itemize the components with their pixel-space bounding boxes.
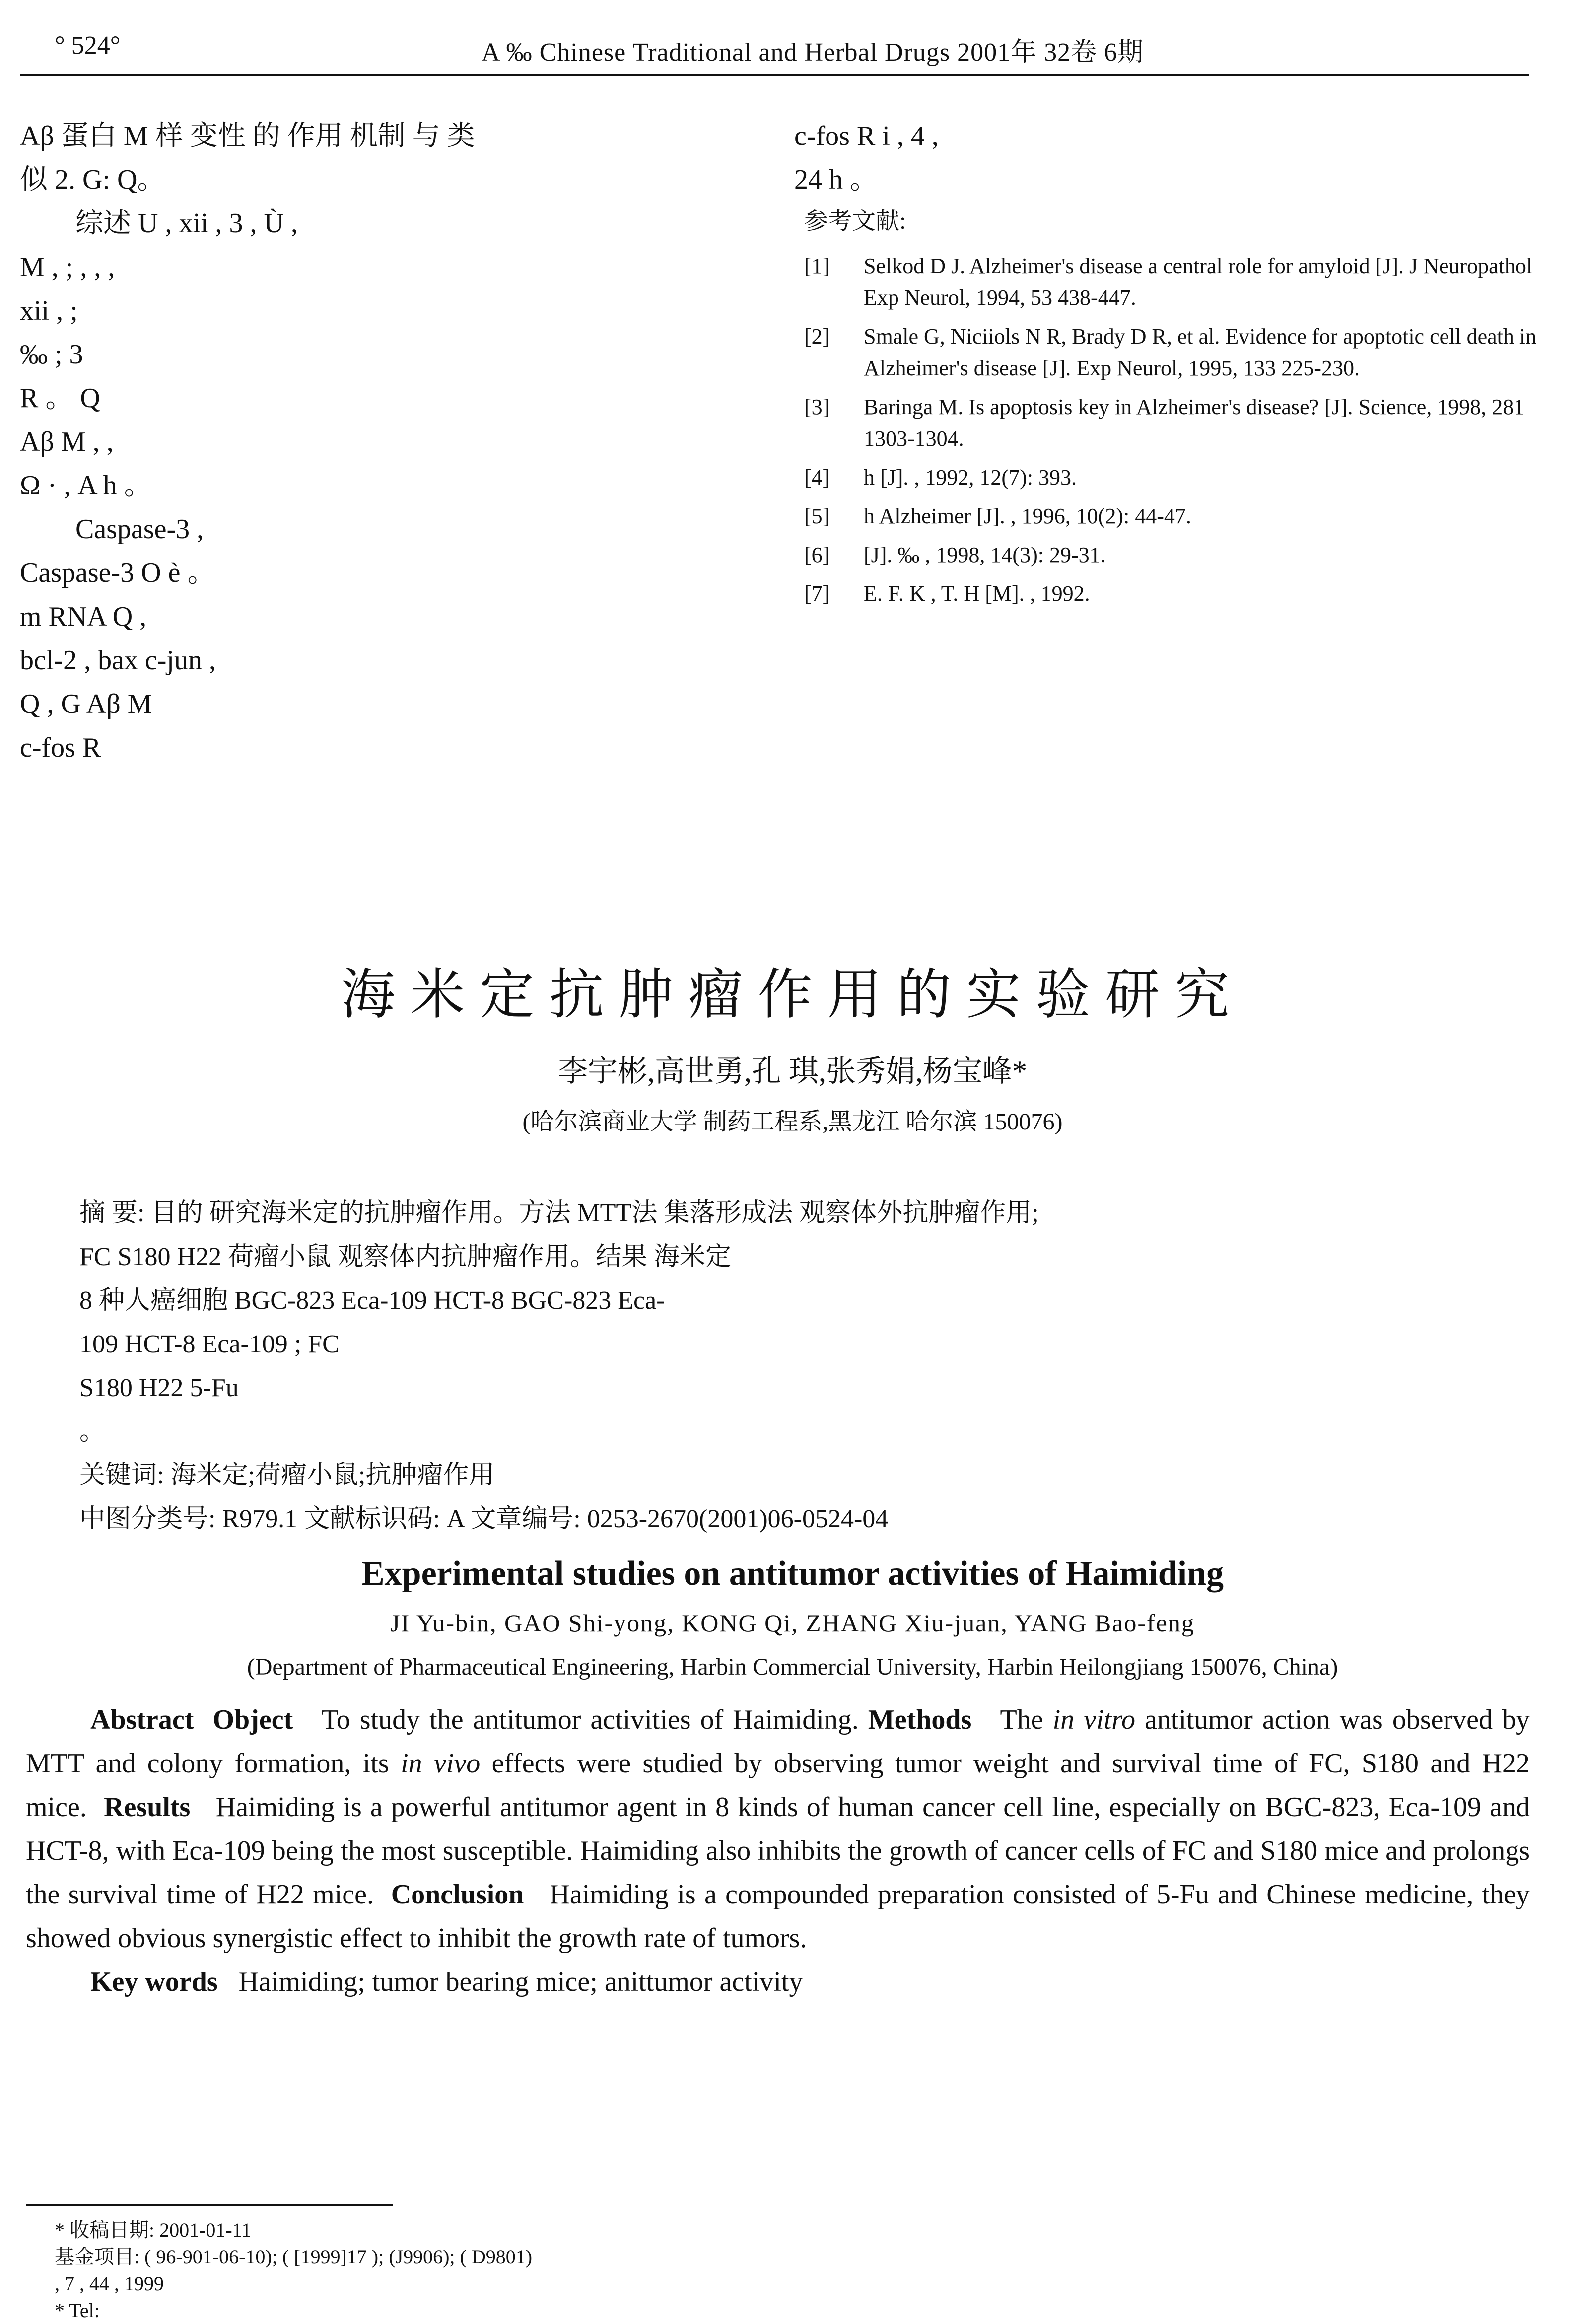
english-affiliation: (Department of Pharmaceutical Engineering, Harbin Commercial University, Harbin Heilongjiang 150076, China) (247, 1654, 1338, 1680)
object-text: To study the antitumor activities of Haimiding. (321, 1704, 859, 1735)
reference-text: Baringa M. Is apoptosis key in Alzheimer's disease? [J]. Science, 1998, 281 1303-1304. (864, 395, 1525, 451)
footnotes (55, 2217, 1524, 2324)
english-keywords (26, 1960, 1530, 2004)
left-line: ‰ ; 3 (20, 339, 83, 370)
footnote-line: 基金项目: ( 96-901-06-10); ( [1999]17 ); (J9906); ( D9801) (55, 2246, 533, 2268)
results-text: Haimiding is a powerful antitumor agent in 8 kinds of human cancer cell line, especially on BGC-823, Eca-109 and HCT-8, with Eca-109 being the most susceptible. Haimiding also inhibits the growth of cancer cells of FC and S180 mice and prolongs the survival time of H22 mice. (26, 1792, 1530, 1910)
chinese-abstract-line: S180 H22 5-Fu (79, 1374, 239, 1402)
reference-list (794, 250, 1539, 610)
english-abstract-paragraph (26, 1698, 1530, 1960)
reference-number: [7] (804, 581, 830, 606)
object-label: Object (212, 1704, 293, 1735)
page-header (20, 31, 1524, 70)
footnote-line: * 收稿日期: 2001-01-11 (55, 2219, 252, 2241)
left-line: Q , G Aβ M (20, 689, 152, 719)
reference-text: Smale G, Niciiols N R, Brady D R, et al. Evidence for apoptotic cell death in Alzheimer's disease [J]. Exp Neurol, 1995, 133 225-230. (864, 324, 1537, 380)
reference-item (794, 462, 1539, 493)
left-line: Ω · , A h 。 (20, 470, 152, 501)
abstract-label: Abstract (90, 1704, 194, 1735)
right-line: 24 h 。 (794, 164, 878, 195)
left-line: c-fos R (20, 732, 101, 763)
reference-number: [6] (804, 543, 830, 567)
left-line: 似 2. G: Q。 (20, 164, 165, 195)
reference-number: [3] (804, 395, 830, 419)
left-line: m RNA Q , (20, 601, 147, 632)
references-heading: 参考文献: (804, 208, 906, 234)
left-line: Aβ 蛋白 M 样 变性 的 作用 机制 与 类 (20, 121, 475, 151)
classification-line: 中图分类号: R979.1 文献标识码: A 文章编号: 0253-2670(2001)06-0524-04 (79, 1505, 889, 1533)
chinese-keywords: 关键词: 海米定;荷瘤小鼠;抗肿瘤作用 (79, 1461, 495, 1489)
left-line: xii , ; (20, 295, 78, 326)
left-line: 综述 U , xii , 3 , Ù , (75, 208, 298, 239)
chinese-abstract-line: 摘 要: 目的 研究海米定的抗肿瘤作用。方法 MTT法 集落形成法 观察体外抗肿瘤作用; (79, 1199, 1039, 1227)
left-line: Caspase-3 , (75, 514, 204, 545)
conclusion-text: Haimiding is a compounded preparation consisted of 5-Fu and Chinese medicine, they showed obvious synergistic effect to inhibit the growth rate of tumors. (26, 1879, 1530, 1954)
methods-text: The (1000, 1704, 1043, 1735)
methods-text: effects were studied by observing tumor weight and survival time of FC, S180 and H22 mice. (26, 1748, 1530, 1823)
chinese-affiliation: (哈尔滨商业大学 制药工程系,黑龙江 哈尔滨 150076) (522, 1109, 1063, 1135)
in-vitro-term: in vitro (1052, 1704, 1135, 1735)
left-line: R 。 Q (20, 383, 100, 414)
methods-label: Methods (868, 1704, 972, 1735)
conclusion-label: Conclusion (391, 1879, 524, 1910)
reference-number: [5] (804, 504, 830, 528)
header-rule (20, 74, 1529, 76)
left-column (20, 114, 740, 770)
reference-item (794, 539, 1539, 571)
page-number: ° 524° (55, 31, 121, 60)
chinese-abstract-line: 109 HCT-8 Eca-109 ; FC (79, 1330, 340, 1358)
methods-text: antitumor action was observed by MTT and colony formation, its (26, 1704, 1530, 1779)
reference-item (794, 500, 1539, 532)
chinese-abstract-line: FC S180 H22 荷瘤小鼠 观察体内抗肿瘤作用。结果 海米定 (79, 1243, 732, 1271)
chinese-abstract-line: 8 种人癌细胞 BGC-823 Eca-109 HCT-8 BGC-823 Eca- (79, 1286, 665, 1315)
in-vivo-term: in vivo (401, 1748, 481, 1779)
reference-number: [1] (804, 254, 830, 278)
right-column (794, 114, 1539, 617)
reference-text: Selkod D J. Alzheimer's disease a central role for amyloid [J]. J Neuropathol Exp Neurol, 1994, 53 438-447. (864, 254, 1533, 310)
english-title: Experimental studies on antitumor activities of Haimiding (361, 1554, 1224, 1593)
chinese-abstract (79, 1192, 1504, 1541)
left-line: Aβ M , , (20, 426, 114, 457)
chinese-authors: 李宇彬,高世勇,孔 琪,张秀娟,杨宝峰* (558, 1055, 1027, 1088)
reference-text: h Alzheimer [J]. , 1996, 10(2): 44-47. (864, 504, 1191, 528)
chinese-abstract-line: 。 (79, 1417, 106, 1446)
reference-text: [J]. ‰ , 1998, 14(3): 29-31. (864, 543, 1106, 567)
reference-text: h [J]. , 1992, 12(7): 393. (864, 465, 1077, 490)
english-abstract (26, 1698, 1530, 2004)
footnote-line: * Tel: (55, 2299, 100, 2322)
results-label: Results (104, 1792, 191, 1823)
footnote-rule (26, 2204, 393, 2206)
right-line: c-fos R i , 4 , (794, 121, 939, 151)
keywords-label: Key words (90, 1967, 218, 1997)
left-line: Caspase-3 O è 。 (20, 558, 215, 588)
chinese-title: 海米定抗肿瘤作用的实验研究 (341, 965, 1244, 1025)
reference-item (794, 321, 1539, 384)
left-line: M , ; , , , (20, 252, 115, 282)
english-authors: JI Yu-bin, GAO Shi-yong, KONG Qi, ZHANG Xiu-juan, YANG Bao-feng (390, 1609, 1195, 1637)
reference-text: E. F. K , T. H [M]. , 1992. (864, 581, 1090, 606)
reference-item (794, 391, 1539, 455)
left-line: bcl-2 , bax c-jun , (20, 645, 216, 676)
keywords-text: Haimiding; tumor bearing mice; anittumor activity (238, 1967, 803, 1997)
reference-number: [2] (804, 324, 830, 349)
reference-item (794, 578, 1539, 610)
journal-info: A ‰ Chinese Traditional and Herbal Drugs 2001年 32卷 6期 (482, 38, 1144, 67)
footnote-line: , 7 , 44 , 1999 (55, 2272, 164, 2295)
reference-number: [4] (804, 465, 830, 490)
reference-item (794, 250, 1539, 314)
